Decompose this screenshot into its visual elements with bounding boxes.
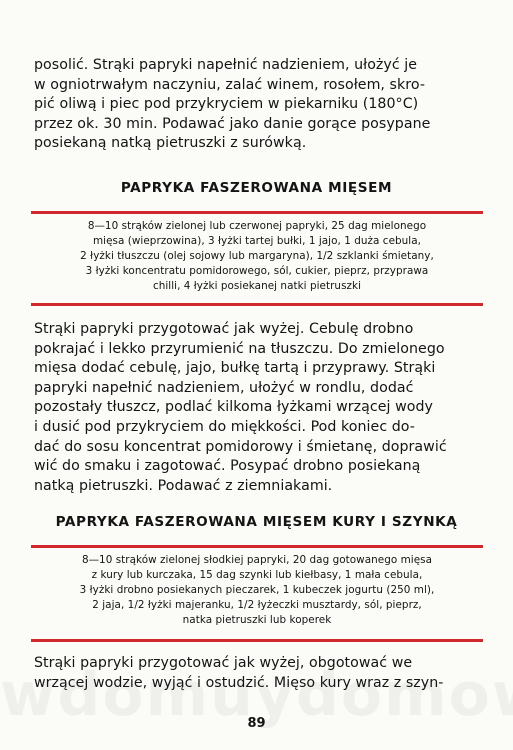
text-line: natką pietruszki. Podawać z ziemniakami. <box>34 477 333 494</box>
recipe-title: PAPRYKA FASZEROWANA MIĘSEM KURY I SZYNKĄ <box>55 514 458 530</box>
instructions-paragraph <box>34 654 482 693</box>
ingredients-list <box>32 553 482 628</box>
text-line: Strąki papryki przygotować jak wyżej. Cebulę drobno <box>34 321 414 337</box>
ingredient-line: z kury lub kurczaka, 15 dag szynki lub kiełbasy, 1 mała cebula, <box>91 569 423 581</box>
text-line: dać do sosu koncentrat pomidorowy i śmietanę, doprawić <box>34 438 447 455</box>
ingredient-line: 8—10 strąków zielonej lub czerwonej papryki, 25 dag mielonego <box>87 220 427 232</box>
text-line: pozostały tłuszcz, podlać kilkoma łyżkami wrzącej wody <box>34 399 433 416</box>
intro-paragraph <box>34 56 482 154</box>
red-rule <box>31 545 483 548</box>
ingredient-line: 3 łyżki drobno posiekanych pieczarek, 1 kubeczek jogurtu (250 ml), <box>79 584 435 596</box>
ingredient-line: 3 łyżki koncentratu pomidorowego, sól, cukier, pieprz, przyprawa <box>85 265 429 277</box>
ingredient-line: mięsa (wieprzowina), 3 łyżki tartej bułki, 1 jajo, 1 duża cebula, <box>92 235 421 247</box>
text-line: Strąki papryki przygotować jak wyżej, obgotować we <box>34 655 413 671</box>
red-rule <box>31 639 483 642</box>
text-line: wrzącej wodzie, wyjąć i ostudzić. Mięso kury wraz z szyn- <box>34 674 444 691</box>
page-number: 89 <box>247 716 266 731</box>
red-rule <box>31 211 483 214</box>
text-line: w ogniotrwałym naczyniu, zalać winem, rosołem, skro- <box>34 76 425 93</box>
text-line: i dusić pod przykryciem do miękkości. Pod koniec do- <box>34 418 415 435</box>
text-line: wić do smaku i zagotować. Posypać drobno posiekaną <box>34 458 421 475</box>
text-line: pić oliwą i piec pod przykryciem w piekarniku (180°C) <box>34 96 419 113</box>
ingredient-line: natka pietruszki lub koperek <box>182 614 332 626</box>
recipe-title: PAPRYKA FASZEROWANA MIĘSEM <box>120 180 393 196</box>
text-line: mięsa dodać cebulę, jajo, bułkę tartą i przyprawy. Strąki <box>34 360 436 377</box>
ingredient-line: 8—10 strąków zielonej słodkiej papryki, 20 dag gotowanego mięsa <box>81 554 433 566</box>
instructions-paragraph <box>34 320 482 496</box>
ingredient-line: 2 jaja, 1/2 łyżki majeranku, 1/2 łyżeczki musztardy, sól, pieprz, <box>92 599 422 611</box>
red-rule <box>31 303 483 306</box>
text-line: przez ok. 30 min. Podawać jako danie gorące posypane <box>34 115 431 132</box>
text-line: pokrajać i lekko przyrumienić na tłuszczu. Do zmielonego <box>34 340 445 357</box>
ingredients-list <box>32 219 482 294</box>
text-line: papryki napełnić nadzieniem, ułożyć w rondlu, dodać <box>34 379 414 396</box>
ingredient-line: 2 łyżki tłuszczu (olej sojowy lub margaryna), 1/2 szklanki śmietany, <box>80 250 434 262</box>
text-line: posolić. Strąki papryki napełnić nadzieniem, ułożyć je <box>34 57 418 73</box>
text-line: posiekaną natką pietruszki z surówką. <box>34 135 307 152</box>
ingredient-line: chilli, 4 łyżki posiekanej natki pietruszki <box>152 280 362 292</box>
